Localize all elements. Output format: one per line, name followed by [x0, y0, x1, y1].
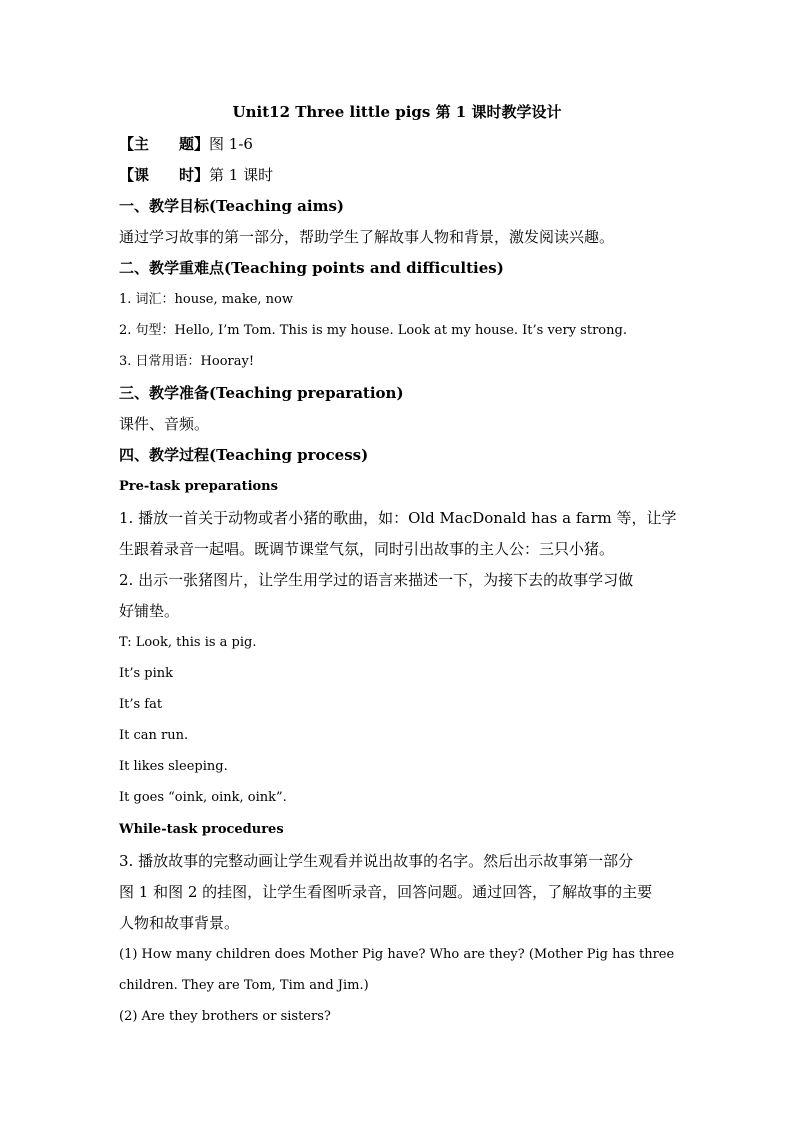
point-item-expressions: 3. 日常用语：Hooray!	[119, 354, 255, 369]
period-label-end: 时】	[179, 166, 210, 184]
step2-line1: 2. 出示一张猪图片，让学生用学过的语言来描述一下，为接下去的故事学习做	[119, 571, 634, 589]
period-line	[119, 163, 689, 187]
process-heading: 四、教学过程(Teaching process)	[119, 446, 369, 464]
points-heading: 二、教学重难点(Teaching points and difficulties)	[119, 259, 504, 277]
step3-line1: 3. 播放故事的完整动画让学生观看并说出故事的名字。然后出示故事第一部分	[119, 852, 634, 870]
dialogue-line: It can run.	[119, 728, 189, 743]
dialogue-line: It likes sleeping.	[119, 759, 228, 774]
topic-label-start: 【主	[119, 135, 150, 153]
question-1-line1: (1) How many children does Mother Pig have? Who are they? (Mother Pig has three	[119, 947, 675, 962]
aims-heading: 一、教学目标(Teaching aims)	[119, 197, 344, 215]
point-item-sentences: 2. 句型：Hello, I’m Tom. This is my house. Look at my house. It’s very strong.	[119, 323, 627, 338]
topic-value: 图 1-6	[209, 135, 253, 153]
step1-line2: 生跟着录音一起唱。既调节课堂气氛，同时引出故事的主人公：三只小猪。	[119, 540, 615, 558]
topic-label-end: 题】	[179, 135, 210, 153]
period-label-start: 【课	[119, 166, 150, 184]
point-item-vocabulary: 1. 词汇：house, make, now	[119, 292, 293, 307]
step3-line2: 图 1 和图 2 的挂图，让学生看图听录音，回答问题。通过回答，了解故事的主要	[119, 883, 653, 901]
document-title: Unit12 Three little pigs 第 1 课时教学设计	[232, 103, 562, 121]
prep-heading: 三、教学准备(Teaching preparation)	[119, 384, 404, 402]
period-value: 第 1 课时	[209, 166, 274, 184]
question-1-line2: children. They are Tom, Tim and Jim.)	[119, 978, 369, 993]
dialogue-line: It’s fat	[119, 697, 163, 712]
prep-text: 课件、音频。	[119, 415, 210, 433]
question-2: (2) Are they brothers or sisters?	[119, 1009, 331, 1024]
dialogue-line: T: Look, this is a pig.	[119, 635, 257, 650]
dialogue-line: It goes “oink, oink, oink”.	[119, 790, 287, 805]
pre-task-heading: Pre-task preparations	[119, 479, 278, 494]
step1-line1: 1. 播放一首关于动物或者小猪的歌曲，如：Old MacDonald has a farm 等，让学	[119, 509, 677, 527]
step3-line3: 人物和故事背景。	[119, 914, 240, 932]
topic-line	[119, 132, 689, 156]
dialogue-line: It’s pink	[119, 666, 174, 681]
step2-line2: 好铺垫。	[119, 602, 180, 620]
aims-text: 通过学习故事的第一部分，帮助学生了解故事人物和背景，激发阅读兴趣。	[119, 228, 615, 246]
while-task-heading: While-task procedures	[119, 822, 284, 837]
